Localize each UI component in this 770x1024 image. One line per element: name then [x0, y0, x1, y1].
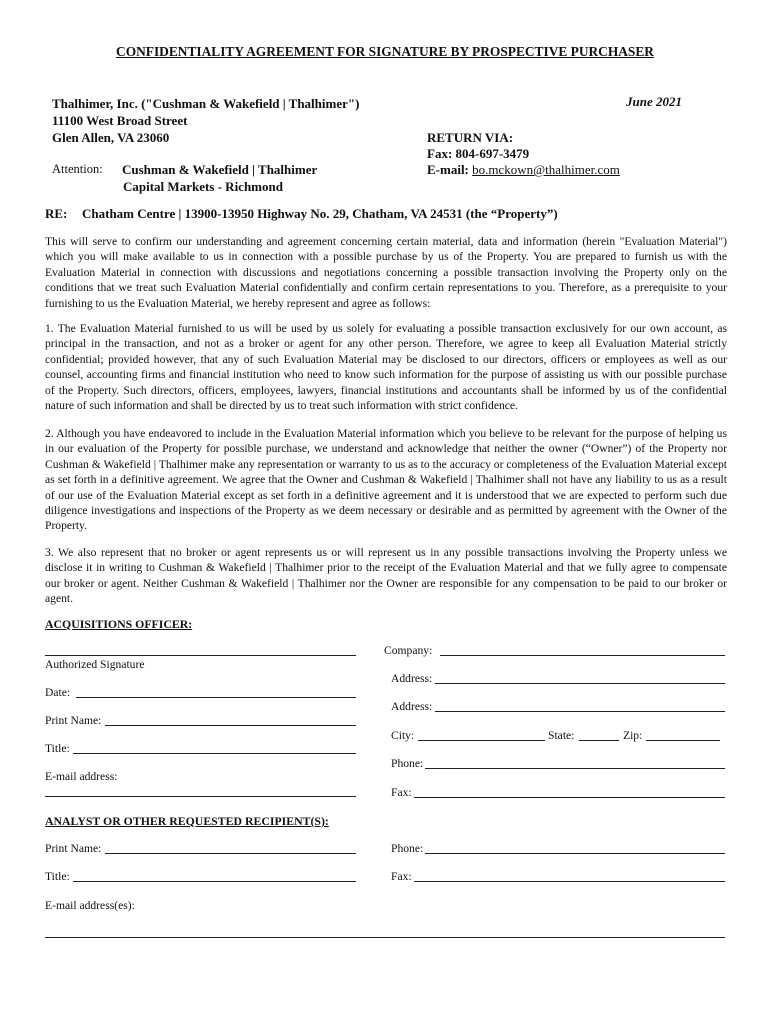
analyst-heading: ANALYST OR OTHER REQUESTED RECIPIENT(S): [45, 814, 329, 828]
fax-label: Fax: [391, 786, 412, 799]
sender-line-2: 11100 West Broad Street [52, 113, 188, 128]
analyst-phone-label: Phone: [391, 842, 424, 855]
attention-label: Attention: [52, 162, 103, 176]
state-field[interactable] [579, 740, 619, 741]
analyst-email-label: E-mail address(es): [45, 899, 135, 912]
fax-field[interactable] [414, 797, 725, 798]
city-field[interactable] [418, 740, 545, 741]
title-label: Title: [45, 742, 70, 755]
address-1-label: Address: [391, 672, 433, 685]
document-title: CONFIDENTIALITY AGREEMENT FOR SIGNATURE BY PROSPECTIVE PURCHASER [116, 44, 654, 59]
re-label: RE: [45, 206, 68, 221]
clause-3-paragraph: 3. We also represent that no broker or agent represents us or will represent us in any possible transactions involving the Property unless we disclose it in writing to Cushman & Wakefield | Thalhimer prior to the receipt of the Evaluation Material and that we fully agree to compensate our broker or agent. Neither Cushman & Wakefield | Thalhimer nor the Owner are responsible for any compensation to be paid to our broker or agent. [45, 546, 727, 606]
company-field[interactable] [440, 655, 725, 656]
clause-1-paragraph: 1. The Evaluation Material furnished to us will be used by us solely for evaluating a possible transaction exclusively for our own account, as principal in the transaction, and not as a broker or agent for any other person. Therefore, we agree to keep all Evaluation Material strictly confidential; provided however, that any of such Evaluation Material may be disclosed to our directors, officers or employees as well as our counsel, accounting firms and financial institution who need to know such information for the purpose of assisting us with our possible purchase of the Property. Such directors, officers, employees, lawyers, financial institutions and accountants shall be informed by us of the confidential nature of such information and shall be directed by us to treat such information with strict confidence. [45, 322, 727, 413]
return-email-label: E-mail: [427, 162, 469, 177]
return-fax: Fax: 804-697-3479 [427, 146, 530, 161]
phone-field[interactable] [425, 768, 725, 769]
city-label: City: [391, 729, 415, 742]
address-2-field[interactable] [435, 711, 725, 712]
phone-label: Phone: [391, 757, 424, 770]
analyst-print-name-label: Print Name: [45, 842, 102, 855]
analyst-title-label: Title: [45, 870, 70, 883]
attention-line-2: Capital Markets - Richmond [123, 179, 283, 194]
company-label: Company: [384, 644, 433, 657]
analyst-email-field[interactable] [45, 937, 725, 938]
zip-field[interactable] [646, 740, 720, 741]
analyst-print-name-field[interactable] [105, 853, 356, 854]
analyst-phone-field[interactable] [425, 853, 725, 854]
sender-line-1: Thalhimer, Inc. ("Cushman & Wakefield | Thalhimer") [52, 96, 360, 111]
address-1-field[interactable] [435, 683, 725, 684]
email-field[interactable] [45, 796, 356, 797]
analyst-fax-label: Fax: [391, 870, 412, 883]
analyst-fax-field[interactable] [414, 881, 725, 882]
document-date: June 2021 [626, 94, 682, 109]
acquisitions-officer-heading: ACQUISITIONS OFFICER: [45, 617, 193, 631]
zip-label: Zip: [623, 729, 643, 742]
sender-line-3: Glen Allen, VA 23060 [52, 130, 170, 145]
print-name-field[interactable] [105, 725, 356, 726]
date-field[interactable] [76, 697, 356, 698]
date-label: Date: [45, 686, 71, 699]
state-label: State: [548, 729, 575, 742]
signature-line[interactable] [45, 655, 356, 656]
print-name-label: Print Name: [45, 714, 102, 727]
address-2-label: Address: [391, 700, 433, 713]
intro-paragraph: This will serve to confirm our understanding and agreement concerning certain material, data and information (herein "Evaluation Material") which you will make available to us in connection with a possible purchase by us of the Property. You are prepared to furnish us with the Evaluation Material in connection with discussions and negotiations concerning a possible transaction involving the Property only on the conditions that we treat such Evaluation Material confidentially and confirm certain representations to you. Therefore, as a prerequisite to your furnishing to us the Evaluation Material, we hereby represent and agree as follows: [45, 235, 727, 310]
clause-2-paragraph: 2. Although you have endeavored to include in the Evaluation Material information which you believe to be relevant for the purpose of helping us in our evaluation of the Property for possible purchase, we understand and acknowledge that neither the owner (“Owner”) of the Property nor Cushman & Wakefield | Thalhimer make any representation or warranty to us as to the accuracy or completeness of the Evaluation Material except as set forth in a definitive agreement. We agree that the Owner and Cushman & Wakefield | Thalhimer shall not have any liability to us as a result of our use of the Evaluation Material except as set forth in a definitive agreement and it is understood that we are expected to perform such due diligence investigations and inspections of the Property as we deem necessary or desirable and as permitted by agreement with the Owner of the Property. [45, 427, 727, 533]
return-via-heading: RETURN VIA: [427, 130, 514, 145]
analyst-title-field[interactable] [73, 881, 356, 882]
email-label: E-mail address: [45, 770, 118, 783]
title-field[interactable] [73, 753, 356, 754]
return-email-link[interactable]: bo.mckown@thalhimer.com [472, 162, 620, 177]
authorized-signature-label: Authorized Signature [45, 658, 145, 671]
re-text: Chatham Centre | 13900-13950 Highway No. 29, Chatham, VA 24531 (the “Property”) [82, 206, 558, 221]
attention-line-1: Cushman & Wakefield | Thalhimer [122, 162, 318, 177]
